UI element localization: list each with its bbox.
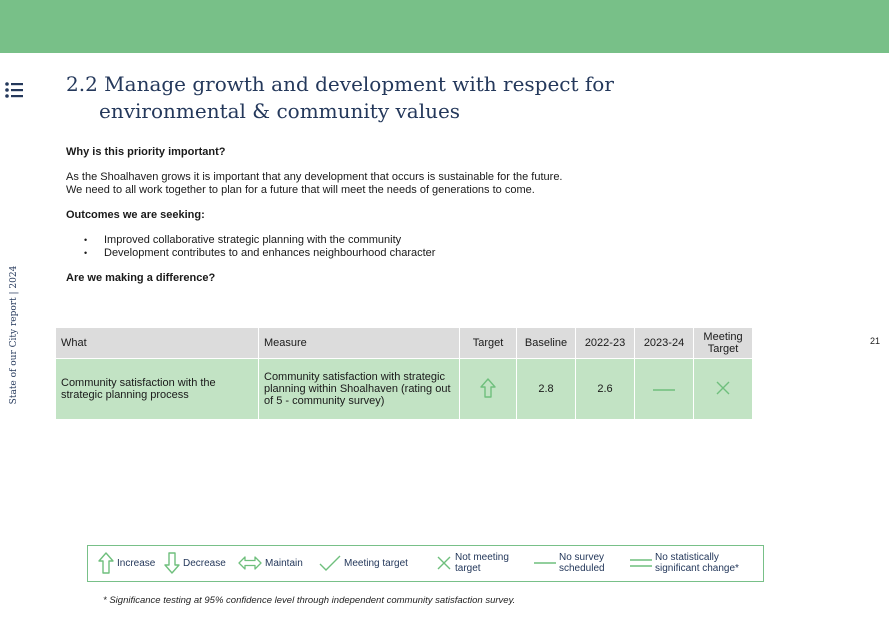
- header-2023-24: 2023-24: [635, 328, 694, 359]
- legend-increase: Increase: [98, 546, 155, 580]
- legend-not-meeting: Not meeting target: [436, 546, 509, 580]
- no-survey-dash-icon: [653, 388, 675, 392]
- why-paragraph: [66, 171, 563, 197]
- check-icon: [319, 555, 341, 571]
- cell-2022-23: 2.6: [576, 359, 635, 420]
- legend-decrease: Decrease: [164, 546, 226, 580]
- why-line-2: We need to all work together to plan for a future that will meet the needs of generations to come.: [66, 184, 535, 196]
- title-line-2: environmental & community values: [99, 99, 461, 123]
- legend-meeting-target: Meeting target: [319, 546, 408, 580]
- menu-list-icon[interactable]: [5, 82, 23, 98]
- cell-what: Community satisfaction with the strategic planning process: [56, 359, 259, 420]
- why-heading: Why is this priority important?: [66, 146, 226, 158]
- cell-baseline: 2.8: [517, 359, 576, 420]
- equals-icon: [630, 558, 652, 568]
- cell-meeting-target: [694, 359, 753, 420]
- maintain-arrow-icon: [238, 556, 262, 570]
- header-meeting-line-2: Target: [707, 343, 739, 355]
- header-meeting-target: [694, 328, 753, 359]
- outcomes-list: [84, 234, 435, 260]
- difference-heading: Are we making a difference?: [66, 272, 216, 284]
- dash-icon: [534, 561, 556, 565]
- cell-measure: Community satisfaction with strategic planning within Shoalhaven (rating out of 5 - community survey): [259, 359, 460, 420]
- table-row: [56, 359, 753, 420]
- list-item: • Improved collaborative strategic planning with the community: [84, 234, 435, 247]
- header-what: What: [56, 328, 259, 359]
- legend-no-change: No statistically significant change*: [630, 546, 739, 580]
- side-report-label: State of our City report | 2024: [9, 265, 19, 405]
- legend-no-survey: No survey scheduled: [534, 546, 605, 580]
- cell-target: [460, 359, 517, 420]
- header-baseline: Baseline: [517, 328, 576, 359]
- header-meeting-line-1: Meeting: [703, 331, 743, 343]
- top-banner: [0, 0, 889, 53]
- table-header-row: [56, 328, 753, 359]
- cell-2023-24: [635, 359, 694, 420]
- header-target: Target: [460, 328, 517, 359]
- legend-maintain: Maintain: [238, 546, 303, 580]
- header-2022-23: 2022-23: [576, 328, 635, 359]
- title-line-1: 2.2 Manage growth and development with respect for: [66, 72, 614, 96]
- not-meeting-cross-icon: [715, 380, 731, 396]
- list-item: • Development contributes to and enhances neighbourhood character: [84, 247, 435, 260]
- page-number: 21: [870, 336, 881, 346]
- header-measure: Measure: [259, 328, 460, 359]
- kpi-table: [55, 327, 753, 420]
- decrease-arrow-icon: [164, 552, 180, 574]
- why-line-1: As the Shoalhaven grows it is important that any development that occurs is sustainable for the future.: [66, 171, 563, 183]
- legend-box: [87, 545, 764, 582]
- page-title: [66, 71, 614, 125]
- increase-arrow-icon: [480, 378, 496, 398]
- footnote: * Significance testing at 95% confidence level through independent community satisfaction survey.: [103, 595, 516, 606]
- increase-arrow-icon: [98, 552, 114, 574]
- cross-icon: [436, 555, 452, 571]
- outcomes-heading: Outcomes we are seeking:: [66, 209, 205, 221]
